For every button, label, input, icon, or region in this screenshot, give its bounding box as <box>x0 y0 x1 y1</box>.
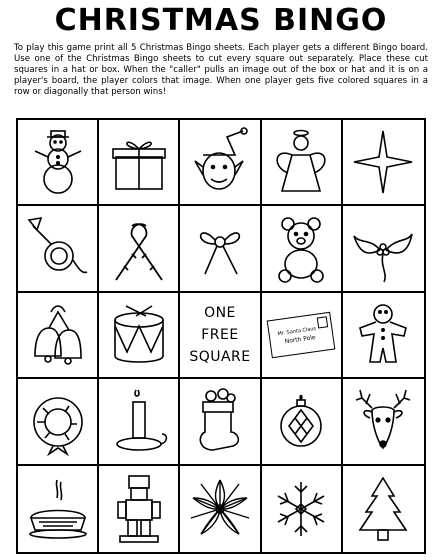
bells-icon <box>25 300 91 370</box>
teddy-bear-icon <box>268 214 334 284</box>
free-square <box>180 293 261 379</box>
bingo-square-gift <box>99 120 180 206</box>
french-horn-icon <box>25 214 91 284</box>
bingo-square-teddy <box>262 206 343 292</box>
reindeer-icon <box>350 386 416 456</box>
bingo-square-reindeer <box>343 379 424 465</box>
bingo-square-bells <box>18 293 99 379</box>
stocking-icon <box>187 386 253 456</box>
bingo-square-drum <box>99 293 180 379</box>
envelope-address-line-1: Mr. Santa Claus <box>277 325 317 338</box>
bingo-square-bow <box>180 206 261 292</box>
bingo-square-candy-canes <box>99 206 180 292</box>
holly-icon <box>350 214 416 284</box>
gift-box-icon <box>106 127 172 197</box>
bow-icon <box>187 214 253 284</box>
bingo-square-elf <box>180 120 261 206</box>
wreath-icon <box>25 386 91 456</box>
snowflake-icon <box>268 474 334 544</box>
bingo-square-poinsettia <box>180 466 261 552</box>
envelope-icon <box>267 312 336 359</box>
gingerbread-man-icon <box>350 300 416 370</box>
bingo-square-snowflake <box>262 466 343 552</box>
bingo-square-snowman <box>18 120 99 206</box>
candy-canes-icon <box>106 214 172 284</box>
free-square-line-3: SQUARE <box>189 348 251 365</box>
poinsettia-icon <box>187 474 253 544</box>
pie-icon <box>25 474 91 544</box>
bingo-square-envelope <box>262 293 343 379</box>
envelope-address-line-2: North Pole <box>284 334 317 346</box>
snowman-icon <box>25 127 91 197</box>
nutcracker-icon <box>106 474 172 544</box>
instructions-text: To play this game print all 5 Christmas Bingo sheets. Each player gets a different Bingo board. Use one of the Christmas Bingo sheets to cut every square out separately. Place these cut squares in a hat or box. When the "caller" pulls an image out of the box or hat and it is on a player's board, the player colors that image. When one player gets five colored squares in a row or diagonally that person wins! <box>14 43 428 97</box>
bingo-square-stocking <box>180 379 261 465</box>
free-square-line-1: ONE <box>204 304 236 321</box>
page-title: CHRISTMAS BINGO <box>54 3 388 38</box>
angel-icon <box>268 127 334 197</box>
elf-icon <box>187 127 253 197</box>
bingo-square-horn <box>18 206 99 292</box>
free-square-label <box>189 302 250 368</box>
bingo-square-star <box>343 120 424 206</box>
bingo-square-candle <box>99 379 180 465</box>
free-square-line-2: FREE <box>201 326 239 343</box>
christmas-tree-icon <box>350 474 416 544</box>
drum-icon <box>106 300 172 370</box>
bingo-square-holly <box>343 206 424 292</box>
bingo-square-nutcracker <box>99 466 180 552</box>
star-icon <box>350 127 416 197</box>
bingo-square-ornament <box>262 379 343 465</box>
ornament-icon <box>268 386 334 456</box>
bingo-square-angel <box>262 120 343 206</box>
bingo-square-pie <box>18 466 99 552</box>
bingo-square-wreath <box>18 379 99 465</box>
bingo-board <box>16 118 426 554</box>
bingo-square-tree <box>343 466 424 552</box>
bingo-square-gingerbread <box>343 293 424 379</box>
candle-icon <box>106 386 172 456</box>
